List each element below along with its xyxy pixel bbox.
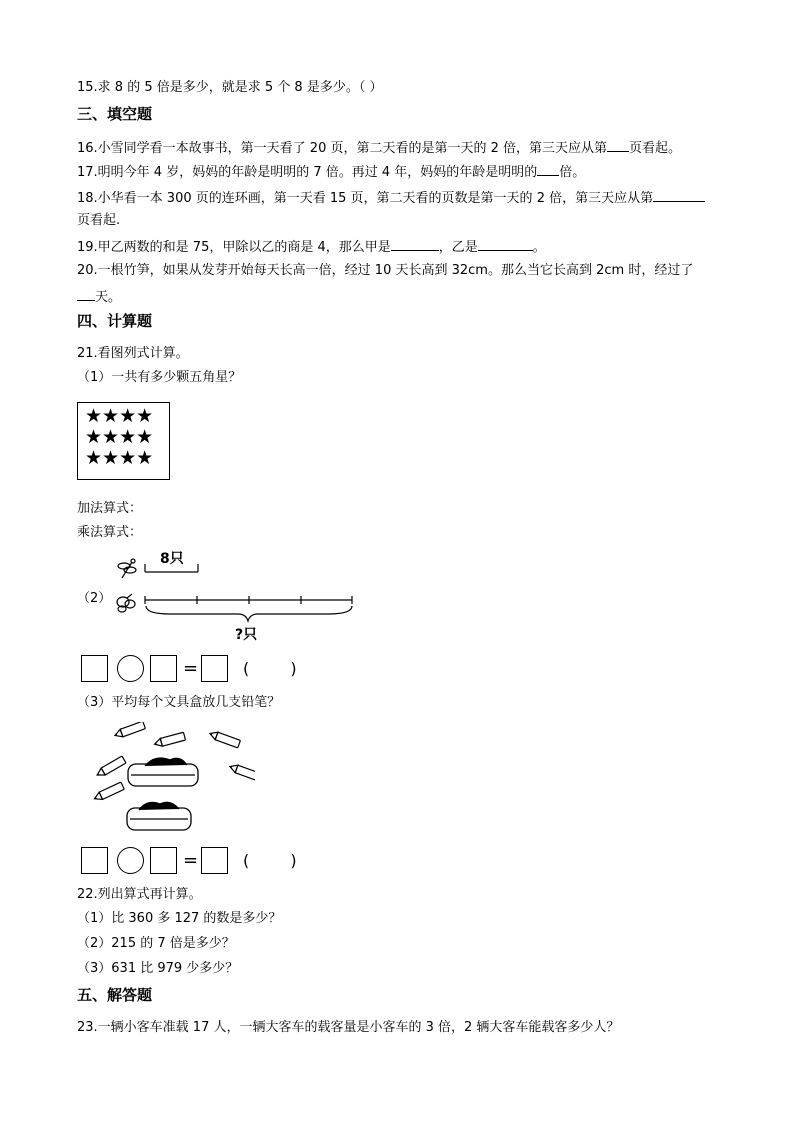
question-17-text-end: 倍。 [559,165,586,180]
star-icon: ★ [85,426,103,448]
pencil-case-icon [128,758,198,786]
answer-blank-yi[interactable] [478,237,533,251]
question-22-2: （2）215 的 7 倍是多少？ [77,936,235,951]
pencils-and-pencil-cases [75,722,255,840]
stars-box [77,402,170,480]
answer-box-1[interactable] [81,847,108,874]
question-18-cont: 页看起. [77,213,121,228]
star-icon: ★ [85,405,103,427]
question-16-text: 16.小雪同学看一本故事书，第一天看了 20 页，第二天看的是第一天的 2 倍，第三天应从第 [77,141,608,156]
unit-parentheses[interactable]: ( ) [243,851,315,870]
answer-box-2[interactable] [150,847,177,874]
butterfly-icon [117,594,135,612]
answer-blank[interactable] [77,287,95,301]
question-19-text-mid: ，乙是 [438,240,478,255]
pencil-case-icon [127,802,191,830]
question-16 [77,138,681,158]
question-19-text-end: 。 [532,240,546,255]
equals-sign: = [183,850,199,871]
answer-box-1[interactable] [81,655,108,682]
operator-circle[interactable] [117,655,144,682]
answer-blank[interactable] [537,162,559,176]
star-row [85,448,169,469]
answer-box-2[interactable] [150,655,177,682]
question-20: 20.一根竹笋，如果从发芽开始每天长高一倍，经过 10 天长高到 32cm。那么当它长高到 2cm 时，经过了 [77,263,694,278]
bottom-brace [146,606,352,621]
star-icon: ★ [136,405,154,427]
answer-box-result[interactable] [201,847,228,874]
question-17-text: 17.明明今年 4 岁，妈妈的年龄是明明的 7 倍。再过 4 年，妈妈的年龄是明明的 [77,165,538,180]
unit-parentheses[interactable]: ( ) [243,659,315,678]
answer-blank[interactable] [607,138,629,152]
multiplication-formula-label: 乘法算式： [77,525,143,540]
question-21-1: （1）一共有多少颗五角星？ [77,370,242,385]
section-heading-word-problems: 五、解答题 [77,986,153,1004]
question-20-text-end: 天。 [95,290,122,305]
question-20-cont [77,287,121,307]
pencil-icon [209,730,241,748]
section-heading-fill-blank: 三、填空题 [77,105,153,123]
dragonfly-icon [118,559,136,578]
question-19-text: 19.甲乙两数的和是 75，甲除以乙的商是 4，那么甲是 [77,240,391,255]
star-icon: ★ [119,405,137,427]
question-19 [77,237,546,257]
star-icon: ★ [119,426,137,448]
question-18-text: 18.小华看一本 300 页的连环画，第一天看 15 页，第二天看的页数是第一天的 2 倍，第三天应从第 [77,191,654,206]
bottom-label: ?只 [235,627,258,643]
question-21: 21.看图列式计算。 [77,346,189,361]
operator-circle[interactable] [117,847,144,874]
star-icon: ★ [136,426,154,448]
bottom-segmented-line [145,596,352,604]
star-grid [85,406,169,469]
star-icon: ★ [102,426,120,448]
pencil-icon [229,763,255,781]
question-21-2-label: （2） [77,591,112,606]
star-icon: ★ [85,447,103,469]
pencil-icon [154,732,186,748]
pencil-icon [114,722,146,739]
top-label: 8只 [160,551,184,567]
star-icon: ★ [102,405,120,427]
question-23: 23.一辆小客车准载 17 人，一辆大客车的载客量是小客车的 3 倍，2 辆大客车能载客多少人？ [77,1020,620,1035]
answer-blank-jia[interactable] [391,237,439,251]
section-heading-calculation: 四、计算题 [77,312,153,330]
question-22: 22.列出算式再计算。 [77,887,202,902]
addition-formula-label: 加法算式： [77,501,143,516]
star-row [85,427,169,448]
question-22-1: （1）比 360 多 127 的数是多少？ [77,911,282,926]
star-icon: ★ [119,447,137,469]
star-icon: ★ [136,447,154,469]
star-row [85,406,169,427]
pencil-icon [93,782,124,802]
dragonfly-butterfly-diagram [110,546,370,646]
answer-blank[interactable] [653,188,705,202]
answer-box-result[interactable] [201,655,228,682]
question-17 [77,162,585,182]
question-22-3: （3）631 比 979 少多少？ [77,961,239,976]
question-21-3: （3）平均每个文具盒放几支铅笔？ [77,695,281,710]
equals-sign: = [183,658,199,679]
question-16-text-end: 页看起。 [629,141,682,156]
question-18 [77,188,705,208]
star-icon: ★ [102,447,120,469]
question-15: 15.求 8 的 5 倍是多少，就是求 5 个 8 是多少。（ ） [77,80,383,95]
pencil-icon [95,756,126,778]
